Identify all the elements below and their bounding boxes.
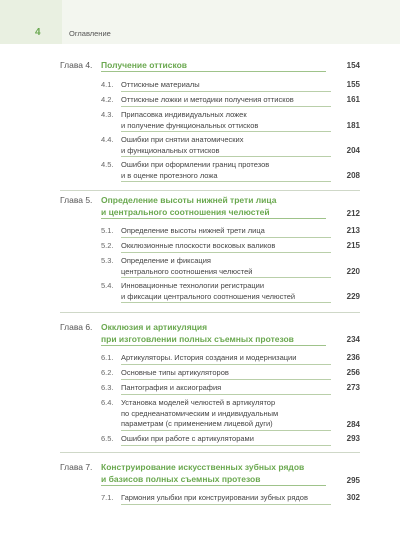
section-title-line: Определение и фиксация <box>121 256 211 265</box>
section-number: 4.2. <box>101 95 114 104</box>
chapter-title[interactable] <box>101 321 326 346</box>
section-title[interactable] <box>121 353 331 365</box>
section-page: 215 <box>346 241 360 250</box>
section-title-line: и в оценке протезного ложа <box>121 170 218 180</box>
section-page: 220 <box>346 267 360 276</box>
running-title-bar <box>62 0 400 44</box>
chapter-label: Глава 7. <box>60 462 93 472</box>
section-title[interactable] <box>121 135 331 157</box>
section-title[interactable] <box>121 241 331 253</box>
chapter-title-line: при изготовлении полных съемных протезов <box>101 334 294 344</box>
section-title[interactable] <box>121 368 331 380</box>
section-title-line: Оттискные ложки и методики получения оттисков <box>121 95 294 104</box>
section-page: 293 <box>346 434 360 443</box>
section-number: 5.3. <box>101 256 114 265</box>
section-title-line: Окклюзионные плоскости восковых валиков <box>121 241 276 250</box>
chapter-label: Глава 6. <box>60 322 93 332</box>
section-number: 6.4. <box>101 398 114 407</box>
section-title[interactable] <box>121 434 331 446</box>
chapter-divider <box>60 312 360 313</box>
section-title[interactable] <box>121 95 331 107</box>
section-number: 4.4. <box>101 135 114 144</box>
chapter-divider <box>60 452 360 453</box>
section-title[interactable] <box>121 160 331 182</box>
section-number: 6.5. <box>101 434 114 443</box>
chapter-title-line: Получение оттисков <box>101 60 188 70</box>
section-page: 236 <box>346 353 360 362</box>
section-title-line: Установка моделей челюстей в артикулятор <box>121 398 276 407</box>
section-title-line: и функциональных оттисков <box>121 145 220 155</box>
chapter-title[interactable] <box>101 194 326 219</box>
chapter-divider <box>60 190 360 191</box>
section-title[interactable] <box>121 493 331 505</box>
section-title[interactable] <box>121 110 331 132</box>
section-title-line: Пантография и аксиография <box>121 383 222 392</box>
section-title-line: Оттискные материалы <box>121 80 200 89</box>
chapter-title[interactable] <box>101 461 326 486</box>
section-page: 213 <box>346 226 360 235</box>
section-title-line: Определение высоты нижней трети лица <box>121 226 265 235</box>
chapter-label: Глава 5. <box>60 195 93 205</box>
section-number: 4.5. <box>101 160 114 169</box>
section-title[interactable] <box>121 398 331 431</box>
section-page: 204 <box>346 146 360 155</box>
section-title[interactable] <box>121 383 331 395</box>
section-number: 4.3. <box>101 110 114 119</box>
section-page: 208 <box>346 171 360 180</box>
chapter-title-line: и центрального соотношения челюстей <box>101 207 270 217</box>
section-number: 6.3. <box>101 383 114 392</box>
chapter-title-line: Конструирование искусственных зубных рядов <box>101 462 305 472</box>
section-title-line: Артикуляторы. История создания и модернизации <box>121 353 297 362</box>
running-title: Оглавление <box>69 29 111 38</box>
section-title-line: Ошибки при оформлении границ протезов <box>121 160 270 169</box>
section-number: 4.1. <box>101 80 114 89</box>
section-title-line: центрального соотношения челюстей <box>121 266 253 276</box>
section-page: 273 <box>346 383 360 392</box>
section-title[interactable] <box>121 80 331 92</box>
page-number: 4 <box>35 27 41 38</box>
section-title-line: Ошибки при снятии анатомических <box>121 135 244 144</box>
section-number: 7.1. <box>101 493 114 502</box>
chapter-title-line: Определение высоты нижней трети лица <box>101 195 277 205</box>
section-title-line: Ошибки при работе с артикуляторами <box>121 434 254 443</box>
section-page: 256 <box>346 368 360 377</box>
section-title[interactable] <box>121 226 331 238</box>
chapter-page: 154 <box>346 61 360 70</box>
chapter-title-line: Окклюзия и артикуляция <box>101 322 208 332</box>
section-title-line: Припасовка индивидуальных ложек <box>121 110 247 119</box>
page-number-box <box>0 0 62 44</box>
section-number: 5.1. <box>101 226 114 235</box>
section-page: 302 <box>346 493 360 502</box>
chapter-page: 234 <box>346 335 360 344</box>
section-title-line: Гармония улыбки при конструировании зубных рядов <box>121 493 308 502</box>
chapter-title[interactable] <box>101 59 326 72</box>
section-page: 155 <box>346 80 360 89</box>
section-title-line: по среднеанатомическим и индивидуальным <box>121 408 279 418</box>
section-title[interactable] <box>121 281 331 303</box>
section-number: 6.1. <box>101 353 114 362</box>
page-header <box>0 0 400 44</box>
section-page: 181 <box>346 121 360 130</box>
chapter-title-line: и базисов полных съемных протезов <box>101 474 261 484</box>
section-number: 6.2. <box>101 368 114 377</box>
chapter-label: Глава 4. <box>60 60 93 70</box>
chapter-page: 295 <box>346 476 360 485</box>
section-page: 229 <box>346 292 360 301</box>
section-page: 284 <box>346 420 360 429</box>
section-number: 5.2. <box>101 241 114 250</box>
section-title-line: Инновационные технологии регистрации <box>121 281 265 290</box>
section-title-line: параметрам (с применением лицевой дуги) <box>121 419 273 428</box>
section-title-line: и получение функциональных оттисков <box>121 120 259 130</box>
chapter-page: 212 <box>346 209 360 218</box>
section-title-line: Основные типы артикуляторов <box>121 368 229 377</box>
section-title[interactable] <box>121 256 331 278</box>
section-number: 5.4. <box>101 281 114 290</box>
section-page: 161 <box>346 95 360 104</box>
section-title-line: и фиксации центрального соотношения челюстей <box>121 291 296 301</box>
